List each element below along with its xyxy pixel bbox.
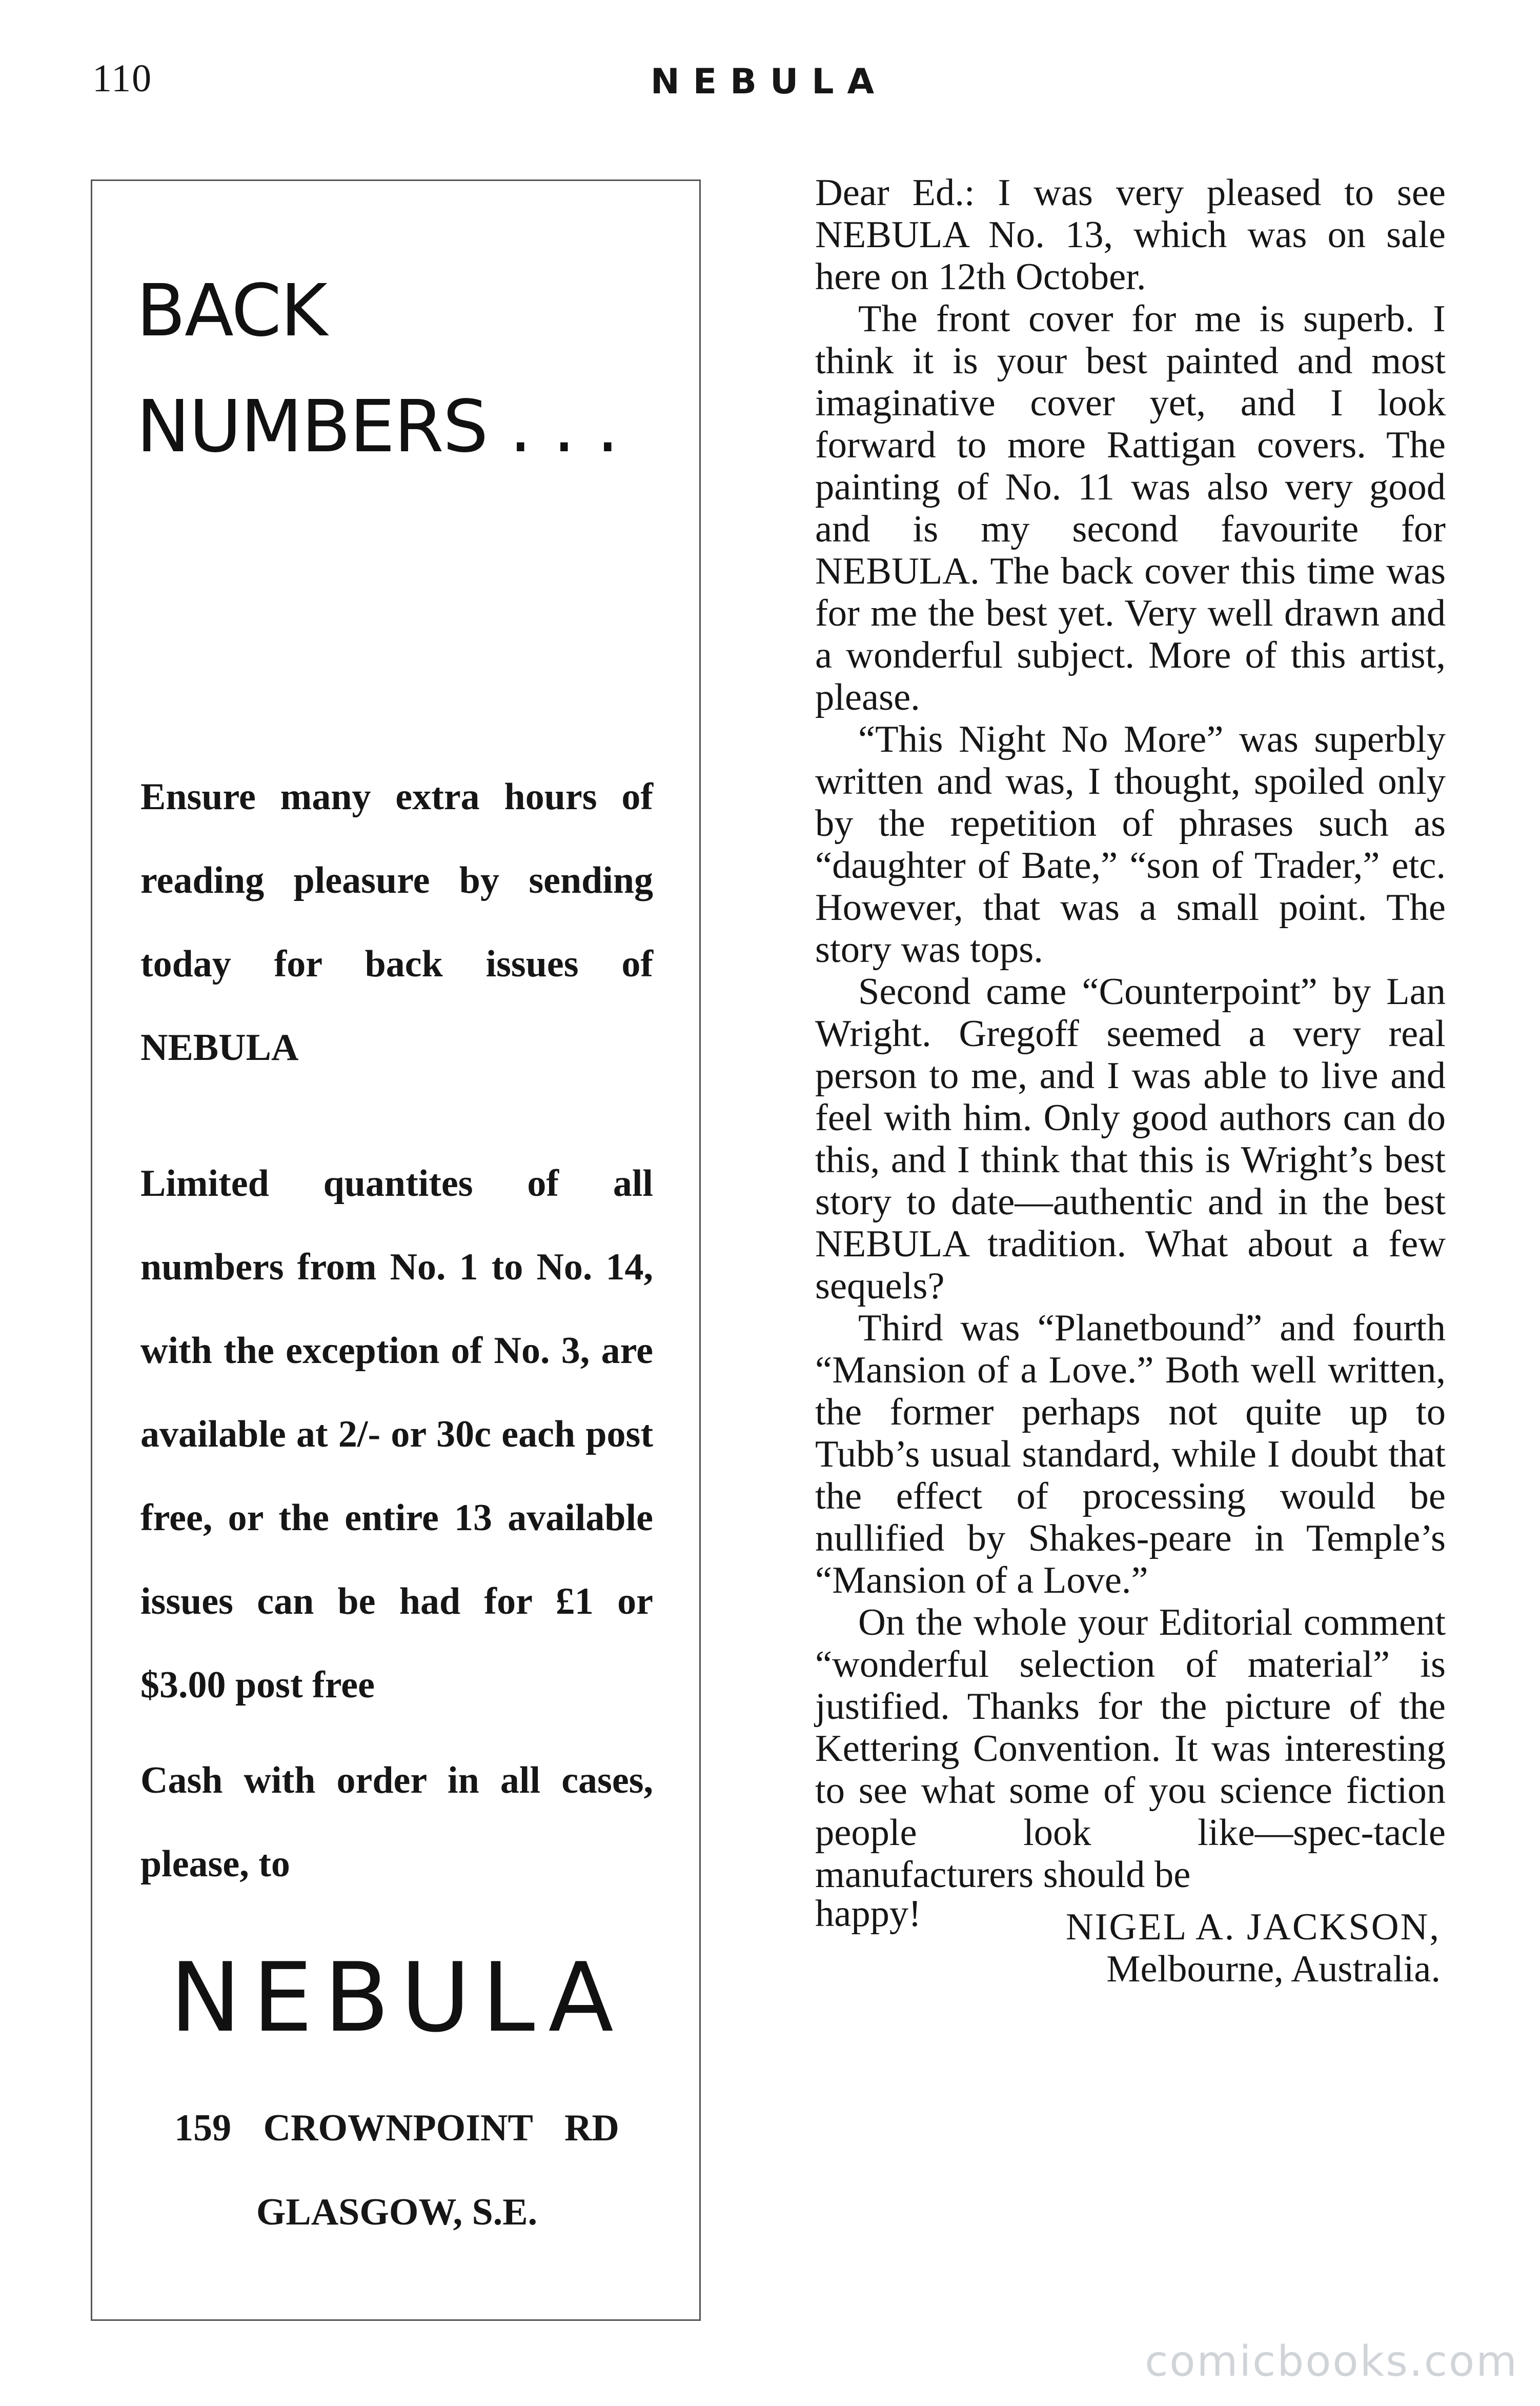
ad-paragraph-ensure: Ensure many extra hours of reading pleasure by sending today for back issues of NEBULA [140,776,653,1069]
running-head: NEBULA [650,62,888,102]
ad-address-city: GLASGOW, S.E. [256,2191,538,2233]
page-header [0,0,1540,133]
ad-heading-line-1: BACK [136,269,327,353]
ad-brand-name: NEBULA [170,1942,625,2053]
letter-signature-name: NIGEL A. JACKSON, [1065,1906,1441,1948]
ad-heading-line-2: NUMBERS . . . [136,385,618,469]
letter-paragraph: Third was “Planetbound” and fourth “Mansion of a Love.” Both well written, the former perhaps not quite up to Tubb’s usual standard, while I doubt that the effect of processing would be nullified by Shakes-peare in Temple’s “Mansion of a Love.” [815,1307,1446,1601]
reader-letter [815,172,1446,1990]
letter-paragraph: “This Night No More” was superbly written and was, I thought, spoiled only by the repetition of phrases such as “daughter of Bate,” “son of Trader,” etc. However, that was a small point. The story was tops. [815,718,1446,971]
page-number: 110 [92,57,153,100]
letter-signoff [815,1893,1446,1990]
ad-address-street: 159 CROWNPOINT RD [174,2107,619,2149]
letter-paragraph: The front cover for me is superb. I think it is your best painted and most imaginative cover yet, and I look forward to more Rattigan covers. The painting of No. 11 was also very good and is my second favourite for NEBULA. The back cover this time was for me the best yet. Very well drawn and a wonderful subject. More of this artist, please. [815,298,1446,718]
letter-signature-place: Melbourne, Australia. [1106,1948,1441,1990]
letter-closing-word: happy! [815,1893,921,1935]
site-watermark: comicbooks.com [1145,2337,1518,2386]
letter-paragraph: On the whole your Editorial comment “wonderful selection of material” is justified. Thanks for the picture of the Kettering Convention. It was interesting to see what some of you science fiction people look like—spec-tacle manufacturers should be [815,1601,1446,1896]
ad-paragraph-limited: Limited quantites of all numbers from No. 1 to No. 14, with the exception of No. 3, are available at 2/- or 30c each post free, or the entire 13 available issues can be had for £1 or $3.00 post free [140,1162,653,1706]
back-numbers-advertisement [91,179,701,2321]
ad-paragraph-cash: Cash with order in all cases, please, to [140,1759,653,1885]
letter-paragraph: Dear Ed.: I was very pleased to see NEBULA No. 13, which was on sale here on 12th October. [815,172,1446,298]
letter-paragraph: Second came “Counterpoint” by Lan Wright. Gregoff seemed a very real person to me, and I was able to live and feel with him. Only good authors can do this, and I think that this is Wright’s best story to date—authentic and in the best NEBULA tradition. What about a few sequels? [815,971,1446,1307]
